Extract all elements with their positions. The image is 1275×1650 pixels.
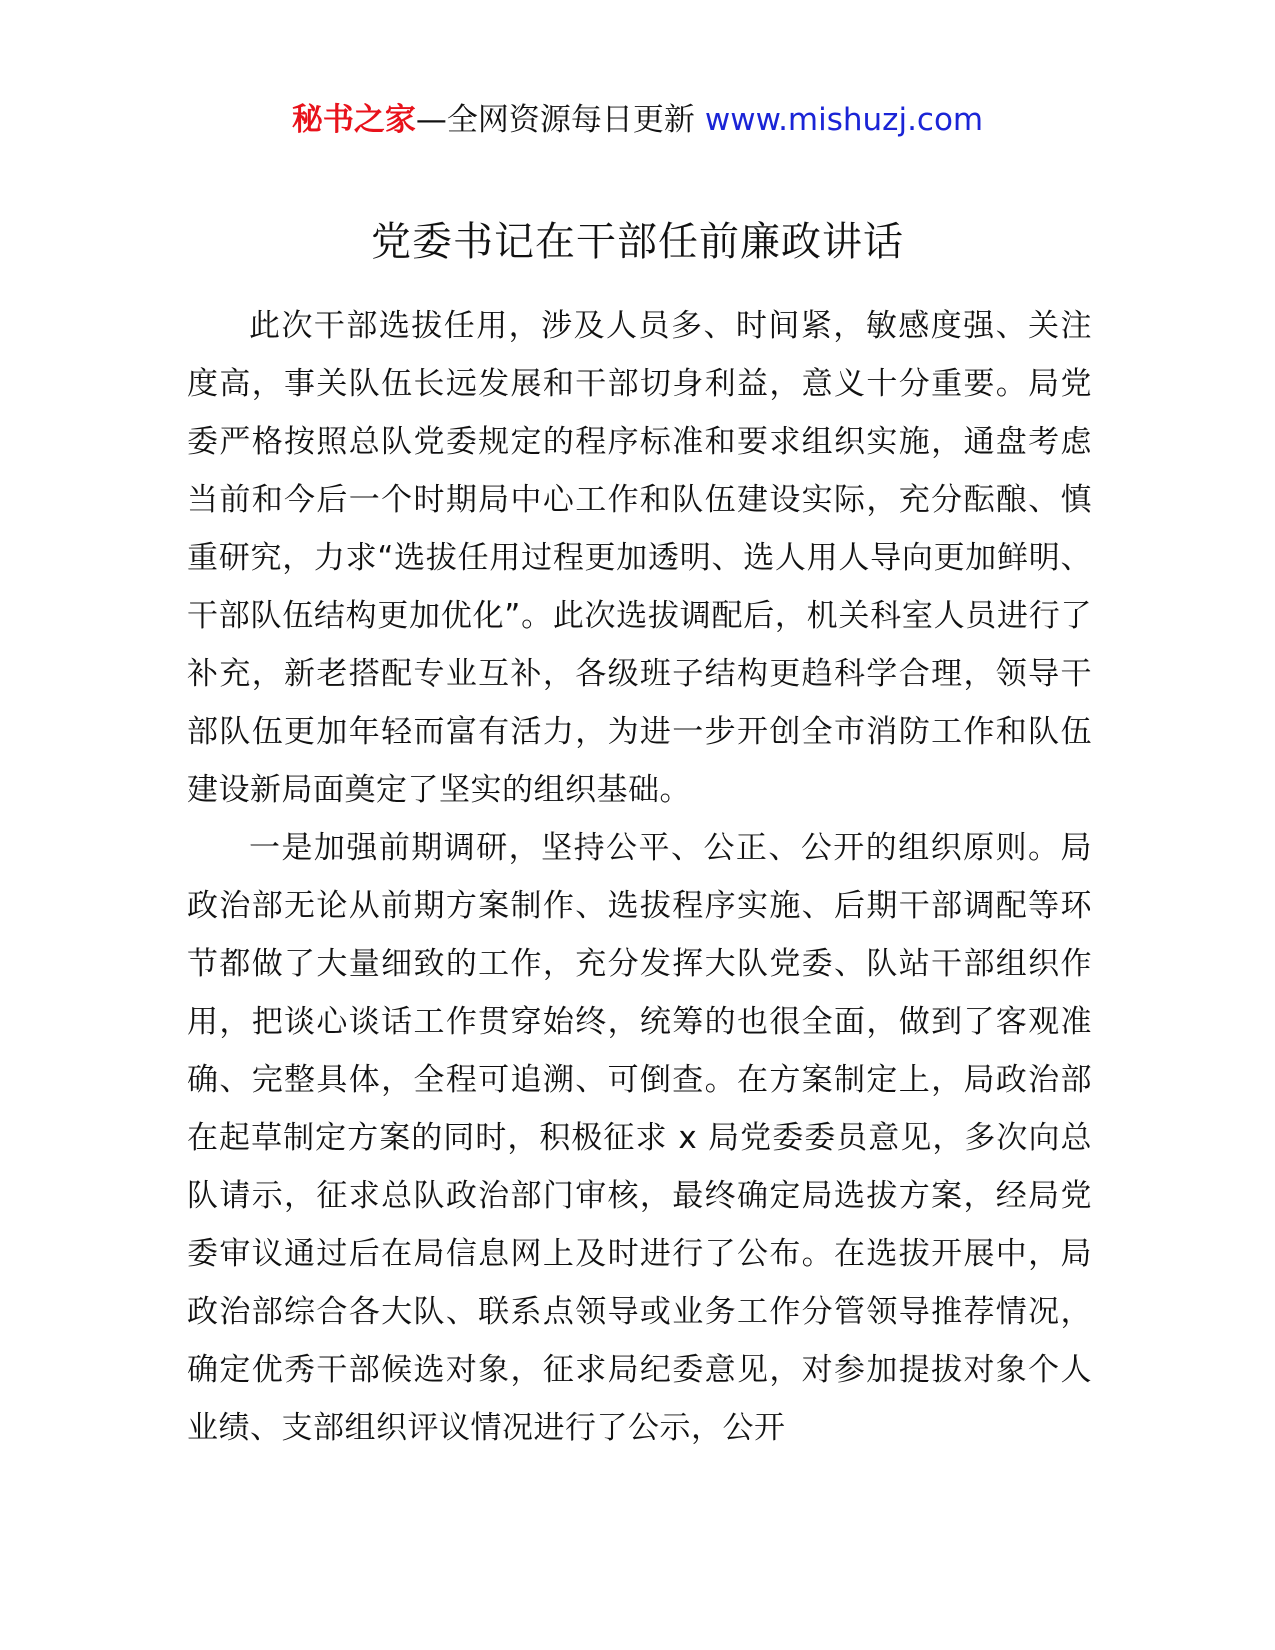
site-url-link[interactable]: www.mishuzj.com xyxy=(704,102,984,138)
site-tagline: —全网资源每日更新 xyxy=(415,102,695,138)
site-brand: 秘书之家 xyxy=(291,102,416,138)
paragraph-1: 此次干部选拔任用，涉及人员多、时间紧，敏感度强、关注度高，事关队伍长远发展和干部切身利益，意义十分重要。局党委严格按照总队党委规定的程序标准和要求组织实施，通盘考虑当前和今后一个时期局中心工作和队伍建设实际，充分酝酿、慎重研究，力求“选拔任用过程更加透明、选人用人导向更加鲜明、干部队伍结构更加优化”。此次选拔调配后，机关科室人员进行了补充，新老搭配专业互补，各级班子结构更趋科学合理，领导干部队伍更加年轻而富有活力，为进一步开创全市消防工作和队伍建设新局面奠定了坚实的组织基础。 xyxy=(187,308,1092,808)
paragraph-2: 一是加强前期调研，坚持公平、公正、公开的组织原则。局政治部无论从前期方案制作、选拔程序实施、后期干部调配等环节都做了大量细致的工作，充分发挥大队党委、队站干部组织作用，把谈心谈话工作贯穿始终，统筹的也很全面，做到了客观准确、完整具体，全程可追溯、可倒查。在方案制定上，局政治部在起草制定方案的同时，积极征求 x 局党委委员意见，多次向总队请示，征求总队政治部门审核，最终确定局选拔方案，经局党委审议通过后在局信息网上及时进行了公布。在选拔开展中，局政治部综合各大队、联系点领导或业务工作分管领导推荐情况，确定优秀干部候选对象，征求局纪委意见，对参加提拔对象个人业绩、支部组织评议情况进行了公示，公开 xyxy=(187,830,1092,1446)
document-title: 党委书记在干部任前廉政讲话 xyxy=(371,219,904,265)
site-header xyxy=(0,98,1275,142)
document-body xyxy=(187,297,1092,1457)
